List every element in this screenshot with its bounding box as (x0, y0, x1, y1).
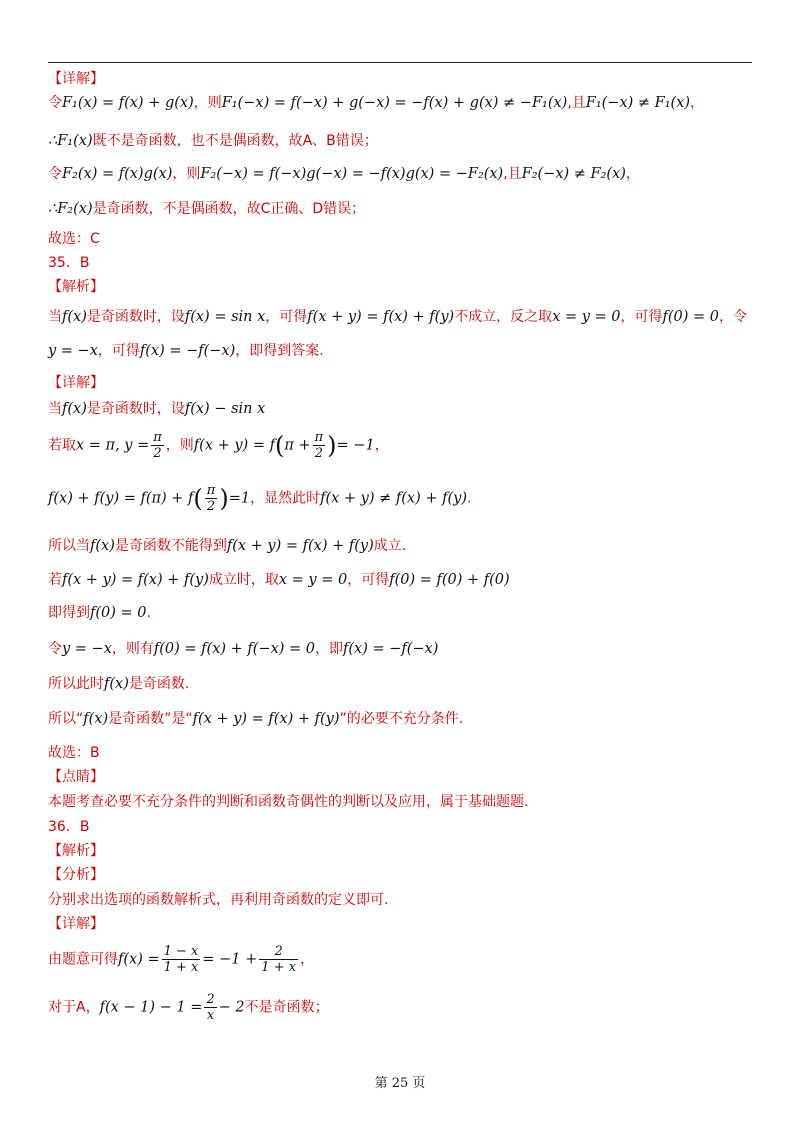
detail-heading: 【详解】 (48, 916, 104, 932)
fraction: $\frac{1 - x}{1 + x}$ (163, 944, 199, 975)
detail-heading: 【详解】 (48, 375, 104, 391)
analysis-heading: 【解析】 (48, 843, 104, 859)
analysis-heading: 【解析】 (48, 279, 104, 295)
detail-heading: 【详解】 (48, 71, 104, 87)
answer-line: 故选：B (48, 745, 100, 761)
text-line: ∴F₁(x)既不是奇函数，也不是偶函数，故A、B错误； (48, 133, 378, 149)
fraction: $\frac{\pi}{2}$ (153, 430, 162, 461)
text-line: 对于A，f(x − 1) − 1 = $\frac{2}{x}$ − 2不是奇函数； (48, 992, 329, 1023)
text-line: y = −x，可得f(x) = −f(−x)，即得到答案. (48, 343, 324, 359)
text-line: 所以“f(x)是奇函数”是“f(x + y) = f(x) + f(y)”的必要不充分条件. (48, 711, 464, 727)
text-line: 令F₂(x) = f(x)g(x)，则F₂(−x) = f(−x)g(−x) = −f(x)g(x) = −F₂(x),且F₂(−x) ≠ F₂(x)， (48, 166, 640, 182)
fraction: $\frac{2}{x}$ (206, 992, 215, 1023)
text-line: 若f(x + y) = f(x) + f(y)成立时，取x = y = 0，可得f(0) = f(0) + f(0) (48, 572, 510, 588)
fraction: $\frac{2}{1 + x}$ (261, 944, 297, 975)
text-line: 当f(x)是奇函数时，设f(x) = sin x，可得f(x + y) = f(x) + f(y)不成立，反之取x = y = 0，可得f(0) = 0，令 (48, 309, 748, 325)
text-line: 本题考查必要不充分条件的判断和函数奇偶性的判断以及应用，属于基础题题. (48, 794, 529, 810)
page-number: 第 25 页 (374, 1076, 426, 1091)
text-line: 由题意可得f(x) = $\frac{1 - x}{1 + x}$ = −1 + $\frac{2}{1 + x}$ ， (48, 944, 315, 975)
text-line: 分别求出选项的函数解析式，再利用奇函数的定义即可. (48, 892, 389, 908)
answer-line: 故选：C (48, 231, 100, 247)
question-number: 36．B (48, 819, 90, 835)
text-line: ∴F₂(x)是奇函数，不是偶函数，故C正确、D错误； (48, 201, 366, 217)
text-line: 所以当f(x)是奇函数不能得到f(x + y) = f(x) + f(y)成立. (48, 538, 407, 554)
question-number: 35．B (48, 255, 90, 271)
fraction: $\frac{\pi}{2}$ (206, 483, 216, 514)
text-line: 所以此时f(x)是奇函数. (48, 676, 190, 692)
text-line: 若取x = π, y = $\frac{\pi}{2}$ ，则f(x + y) = f(π + $\frac{\pi}{2}$ )= −1， (48, 430, 389, 461)
header-rule (48, 62, 752, 63)
text-line: 当f(x)是奇函数时，设f(x) − sin x (48, 401, 266, 417)
text-line: 即得到f(0) = 0. (48, 605, 151, 621)
text-line: 令F₁(x) = f(x) + g(x)，则F₁(−x) = f(−x) + g(−x) = −f(x) + g(x) ≠ −F₁(x),且F₁(−x) ≠ F₁(x)， (48, 95, 705, 111)
analysis-sub-heading: 【分析】 (48, 867, 104, 883)
text-line: 令y = −x，则有f(0) = f(x) + f(−x) = 0，即f(x) = −f(−x) (48, 641, 439, 657)
comment-heading: 【点睛】 (48, 769, 104, 785)
text-line: f(x) + f(y) = f(π) + f( $\frac{\pi}{2}$ )=1，显然此时f(x + y) ≠ f(x) + f(y). (48, 483, 472, 514)
fraction: $\frac{\pi}{2}$ (314, 430, 324, 461)
